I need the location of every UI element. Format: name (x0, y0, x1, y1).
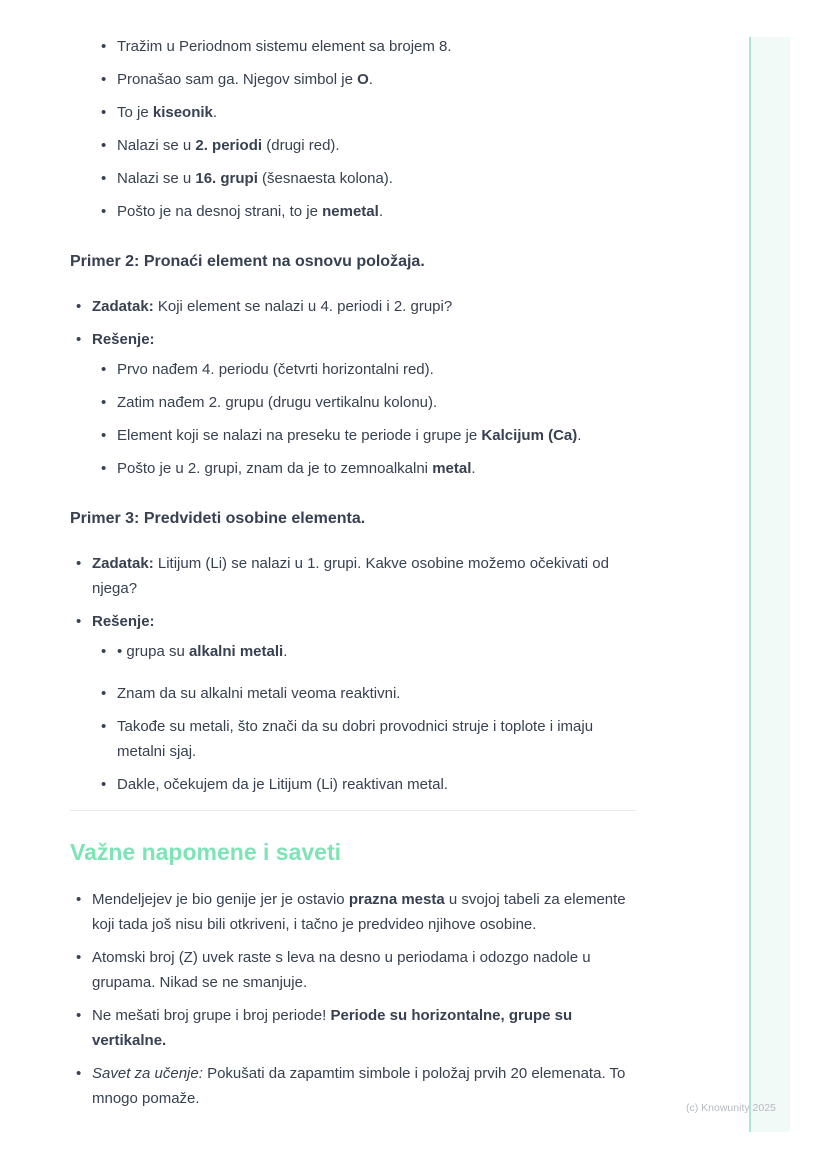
text-segment: nemetal (322, 203, 379, 220)
list-item (95, 390, 636, 415)
text-segment: Nalazi se u (117, 170, 196, 187)
bullet-list (95, 34, 636, 224)
text-segment: . (577, 427, 582, 444)
text-segment: Pošto je u 2. grupi, znam da je to zemnoalkalni (117, 460, 433, 477)
text-segment: Pošto je na desnoj strani, to je (117, 203, 323, 220)
list-item (95, 357, 636, 382)
text-segment: Periode su horizontalne, grupe su vertikalne. (92, 1007, 573, 1049)
bullet-list (95, 357, 636, 481)
list-item (70, 551, 636, 601)
text-segment: 16. grupi (195, 170, 258, 187)
text-segment: 2. periodi (195, 137, 263, 154)
text-segment: O (357, 71, 369, 88)
text-segment: . (471, 460, 476, 477)
list-item (95, 34, 636, 59)
text-segment: Litijum (Li) se nalazi u 1. grupi. Kakve osobine možemo očekivati od njega? (92, 555, 609, 597)
text-segment: Zadatak: (92, 555, 154, 572)
text-segment: To je (117, 104, 153, 121)
text-segment: Takođe su metali, što znači da su dobri provodnici struje i toplote i imaju metalni sjaj. (117, 718, 594, 760)
text-segment: Znam da su alkalni metali veoma reaktivni. (117, 685, 401, 702)
example-heading: Primer 3: Predvideti osobine elementa. (70, 510, 366, 527)
list-item (70, 887, 636, 937)
list-item (95, 423, 636, 448)
bullet-list (95, 639, 636, 797)
text-segment: Nalazi se u (117, 137, 196, 154)
text-segment: kiseonik (152, 104, 213, 121)
text-segment: Mendeljejev je bio genije jer je ostavio (92, 891, 349, 908)
text-segment: Kalcijum (Ca) (481, 427, 578, 444)
example-heading: Primer 2: Pronaći element na osnovu položaja. (70, 253, 425, 270)
footer-credit: (c) Knowunity 2025 (686, 1102, 776, 1114)
list-item (95, 166, 636, 191)
text-segment: . (368, 71, 373, 88)
list-item (95, 100, 636, 125)
list-item (95, 772, 636, 797)
text-segment: Prvo nađem 4. periodu (četvrti horizontalni red). (117, 361, 434, 378)
bullet-list (70, 551, 636, 797)
bullet-list (70, 887, 636, 1111)
list-item (70, 327, 636, 481)
bullet-list (70, 294, 636, 481)
list-item (95, 681, 636, 706)
text-segment: Dakle, očekujem da je Litijum (Li) reaktivan metal. (117, 776, 448, 793)
text-segment: Savet za učenje: (92, 1065, 203, 1082)
list-item (70, 294, 636, 319)
list-item (95, 67, 636, 92)
list-item (70, 945, 636, 995)
text-segment: u svojoj tabeli za elemente koji tada još nisu bili otkriveni, i tačno je predvideo njihove osobine. (92, 891, 626, 933)
list-item (95, 199, 636, 224)
list-item (95, 133, 636, 158)
list-item (95, 456, 636, 481)
text-segment: . (212, 104, 218, 121)
text-segment: Element koji se nalazi na preseku te periode i grupe je (117, 427, 482, 444)
text-segment: Zadatak: (92, 298, 154, 315)
text-segment: prazna mesta (348, 891, 445, 908)
list-item (70, 1061, 636, 1111)
side-accent-line (749, 37, 751, 1132)
document-body (70, 0, 636, 1121)
list-item (70, 609, 636, 797)
text-segment: • grupa su (117, 643, 189, 660)
divider (70, 810, 636, 811)
text-segment: . (283, 643, 288, 660)
text-segment: metal (432, 460, 472, 477)
text-segment: alkalni metali (188, 643, 284, 660)
text-segment: (šesnaesta kolona). (257, 170, 393, 187)
text-segment: Rešenje: (92, 613, 155, 630)
text-segment: Pronašao sam ga. Njegov simbol je (117, 71, 358, 88)
side-accent-band (751, 37, 790, 1132)
text-segment: . (378, 203, 383, 220)
text-segment: Zatim nađem 2. grupu (drugu vertikalnu kolonu). (117, 394, 438, 411)
list-item (95, 714, 636, 764)
text-segment: Koji element se nalazi u 4. periodi i 2. grupi? (153, 298, 453, 315)
section-heading: Važne napomene i saveti (70, 839, 342, 865)
text-segment: Rešenje: (92, 331, 155, 348)
text-segment: Ne mešati broj grupe i broj periode! (92, 1007, 331, 1024)
list-item (70, 1003, 636, 1053)
list-item (95, 639, 636, 664)
text-segment: Atomski broj (Z) uvek raste s leva na desno u periodama i odozgo nadole u grupama. Nikad se ne smanjuje. (92, 949, 591, 991)
text-segment: Tražim u Periodnom sistemu element sa brojem 8. (117, 38, 452, 55)
text-segment: Pokušati da zapamtim simbole i položaj prvih 20 elemenata. To mnogo pomaže. (92, 1065, 626, 1107)
text-segment: (drugi red). (262, 137, 340, 154)
